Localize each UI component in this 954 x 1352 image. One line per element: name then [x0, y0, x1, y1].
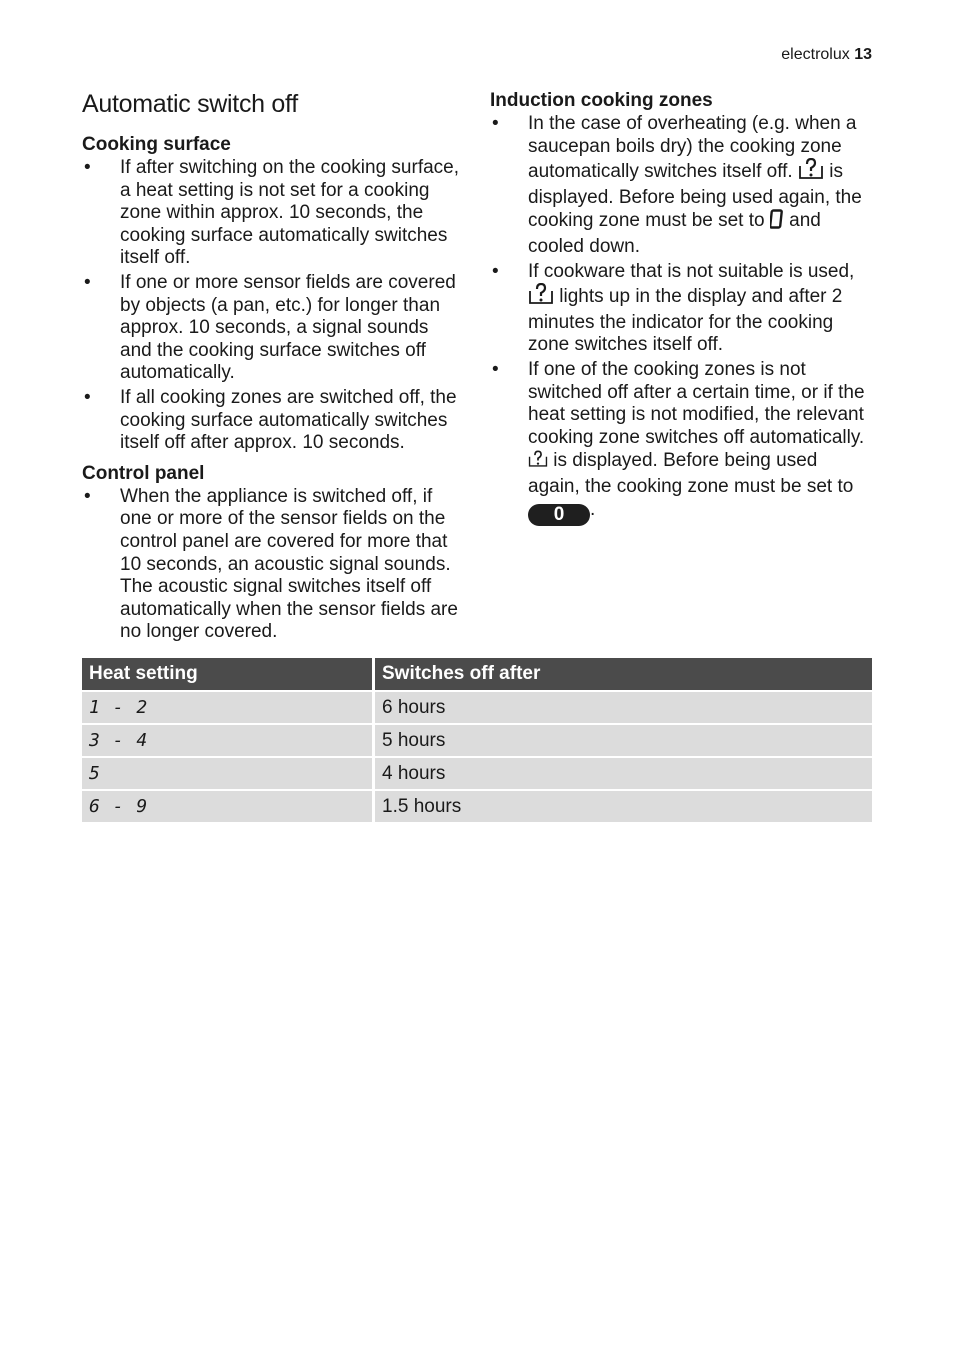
- bullet: •: [492, 358, 499, 380]
- zero-button-icon: 0: [528, 504, 590, 526]
- switch-off-time: 1.5 hours: [375, 789, 872, 822]
- heat-setting-value: 1 - 2: [89, 696, 149, 718]
- switch-off-time: 6 hours: [375, 690, 872, 723]
- control-panel-list: [82, 486, 464, 644]
- table-row: [82, 690, 872, 723]
- table-header-row: [82, 658, 872, 690]
- bullet: •: [492, 260, 499, 282]
- switch-off-time: 4 hours: [375, 756, 872, 789]
- list-item: • If after switching on the cooking surface, a heat setting is not set for a cooking zone within approx. 10 seconds, the cooking surface automatically switches itself off.: [84, 157, 460, 269]
- list-item: • If one of the cooking zones is not switched off after a certain time, or if the heat setting is not modified, the relevant cooking zone switches off automatically. is displayed. Before being used again, the cooking zone must be set to 0 .: [492, 358, 865, 525]
- pan-question-icon: [798, 158, 824, 187]
- list-item: • In the case of overheating (e.g. when a saucepan boils dry) the cooking zone automatically switches itself off. is displayed. Before being used again, the cooking zone must be set to and cooled down.: [492, 113, 862, 257]
- induction-heading: Induction cooking zones: [490, 90, 713, 111]
- right-column: [490, 88, 872, 532]
- pan-question-icon: [528, 449, 548, 476]
- page-title: Automatic switch off: [82, 90, 298, 118]
- table-row: [82, 789, 872, 822]
- heat-setting-value: 6 - 9: [89, 795, 149, 817]
- switch-off-time: 5 hours: [375, 723, 872, 756]
- column-header: Switches off after: [375, 658, 872, 690]
- list-item: • When the appliance is switched off, if one or more of the sensor fields on the control panel are covered for more that 10 seconds, an acoustic signal sounds. The acoustic signal switches itself off automatically when the sensor fields are no longer covered.: [84, 485, 458, 643]
- heat-setting-value: 3 - 4: [89, 729, 149, 751]
- brand-name: electrolux: [781, 46, 850, 63]
- list-item: • If all cooking zones are switched off, the cooking surface automatically switches itself off after approx. 10 seconds.: [84, 386, 457, 454]
- column-header: Heat setting: [82, 658, 375, 690]
- bullet: •: [84, 386, 91, 408]
- list-item: • If one or more sensor fields are covered by objects (a pan, etc.) for longer than approx. 10 seconds, a signal sounds and the cooking surface switches off automatically.: [84, 271, 456, 384]
- table-row: [82, 756, 872, 789]
- heat-setting-table: [82, 658, 872, 822]
- bullet: •: [84, 271, 91, 293]
- bullet: •: [84, 157, 91, 178]
- page-number: 13: [854, 46, 872, 63]
- left-column: [82, 88, 464, 650]
- page-header: [781, 46, 872, 64]
- induction-list: [490, 113, 872, 526]
- bullet: •: [84, 485, 91, 507]
- list-item: • If cookware that is not suitable is used, lights up in the display and after 2 minutes the indicator for the cooking zone switches itself off.: [492, 260, 855, 356]
- table-row: [82, 723, 872, 756]
- heat-setting-value: 5: [89, 762, 101, 784]
- bullet: •: [492, 113, 499, 134]
- pan-question-icon: [528, 283, 554, 312]
- seven-segment-zero-icon: [770, 209, 784, 236]
- cooking-surface-list: [82, 157, 464, 455]
- control-panel-heading: Control panel: [82, 462, 205, 484]
- cooking-surface-heading: Cooking surface: [82, 134, 231, 155]
